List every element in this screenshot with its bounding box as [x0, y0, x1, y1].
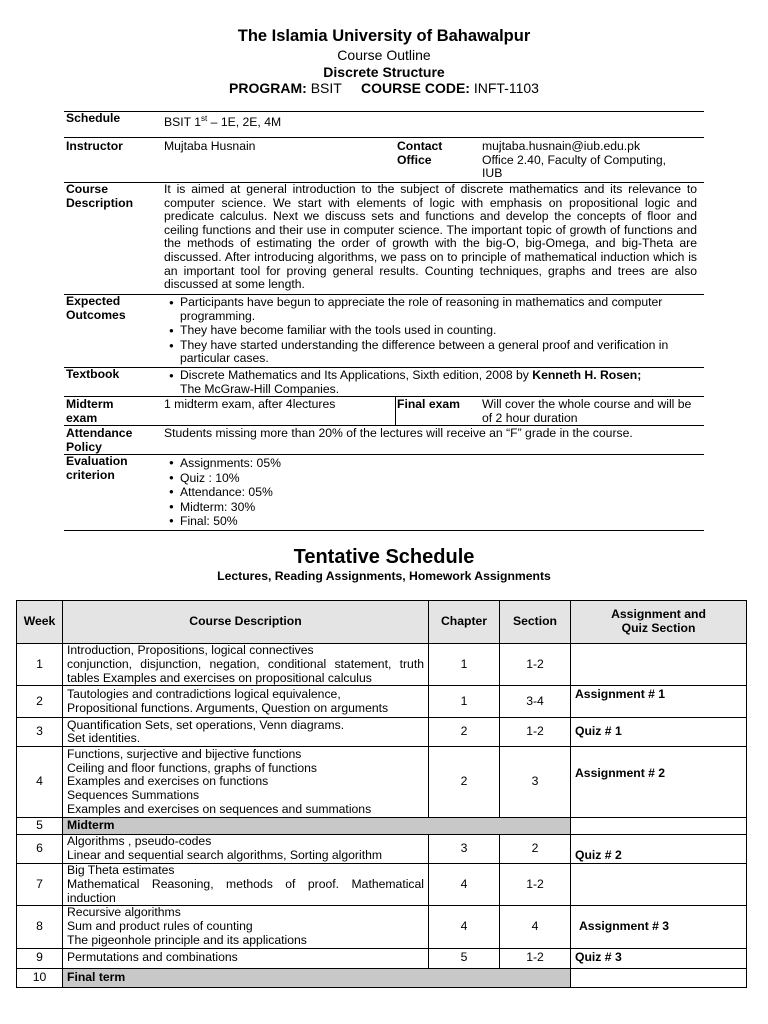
list-item: ● Attendance: 05%	[164, 485, 464, 500]
week-cell: 9	[17, 948, 63, 968]
contact-label: Contact Office	[397, 139, 443, 167]
outcomes-label: Expected Outcomes	[66, 294, 126, 322]
assignment-cell: Quiz # 1	[571, 718, 747, 747]
section-cell: 2	[500, 835, 571, 864]
course-code-label: COURSE CODE:	[361, 80, 470, 96]
assignment-cell: Assignment # 3	[571, 906, 747, 948]
assignment-cell	[571, 968, 747, 987]
assignment-cell	[571, 644, 747, 686]
textbook-list	[164, 369, 697, 396]
outcomes-list	[164, 296, 697, 366]
table-header	[17, 601, 747, 644]
section-cell: 1-2	[500, 863, 571, 905]
description-cell: Tautologies and contradictions logical equivalence, Propositional functions. Arguments, Question on arguments	[63, 686, 429, 718]
description-cell: Recursive algorithms Sum and product rules of counting The pigeonhole principle and its applications	[63, 906, 429, 948]
description-cell: Quantification Sets, set operations, Venn diagrams. Set identities.	[63, 718, 429, 747]
schedule-value: BSIT 1st – 1E, 2E, 4M	[164, 114, 282, 130]
list-item: ● They have become familiar with the tools used in counting.	[164, 324, 697, 338]
week-cell: 8	[17, 906, 63, 948]
program-label: PROGRAM:	[229, 80, 307, 96]
evaluation-label: Evaluation criterion	[66, 454, 128, 482]
description-cell: Algorithms , pseudo-codes Linear and sequential search algorithms, Sorting algorithm	[63, 835, 429, 864]
week-cell: 10	[17, 968, 63, 987]
week-cell: 5	[17, 818, 63, 835]
assignment-cell	[571, 863, 747, 905]
column-header: Section	[500, 601, 571, 644]
contact-value: mujtaba.husnain@iub.edu.pk Office 2.40, Faculty of Computing, IUB	[482, 140, 702, 181]
section-cell: 1-2	[500, 644, 571, 686]
week-cell: 3	[17, 718, 63, 747]
table-row	[17, 968, 747, 987]
column-header: Chapter	[429, 601, 500, 644]
divider	[64, 530, 704, 531]
instructor-value: Mujtaba Husnain	[164, 139, 256, 153]
list-item: ● They have started understanding the difference between a general proof and verification in particular cases.	[164, 339, 697, 366]
description-cell: Introduction, Propositions, logical connectives conjunction, disjunction, negation, conditional statement, truth tables Examples and exercises on propositional calculus	[63, 644, 429, 686]
divider	[64, 454, 704, 455]
description-label: Course Description	[66, 182, 134, 210]
list-item: ● Discrete Mathematics and Its Applications, Sixth edition, 2008 by Kenneth H. Rosen; The McGraw-Hill Companies.	[164, 369, 697, 396]
divider	[64, 137, 704, 138]
description-cell: Big Theta estimates Mathematical Reasoning, methods of proof. Mathematical induction	[63, 863, 429, 905]
divider	[395, 396, 396, 425]
table-row	[17, 906, 747, 948]
table-row	[17, 948, 747, 968]
program-line	[0, 80, 768, 96]
list-item: ● Assignments: 05%	[164, 456, 464, 471]
textbook-label: Textbook	[66, 367, 120, 381]
table-row	[17, 718, 747, 747]
week-cell: 6	[17, 835, 63, 864]
chapter-cell: 5	[429, 948, 500, 968]
document-type: Course Outline	[337, 47, 431, 63]
attendance-value: Students missing more than 20% of the lectures will receive an “F” grade in the course.	[164, 426, 633, 440]
program-value: BSIT	[310, 80, 342, 96]
column-header: Week	[17, 601, 63, 644]
description-text: It is aimed at general introduction to the subject of discrete mathematics and its relevance to computer science. We start with elements of logic with emphasis on propositional logic and predicate calculus. Next we discuss sets and functions and develop the concepts of floor and ceiling functions and their use in computer science. The important topic of growth of functions and the methods of estimating the order of growth with the big-O, big-Omega, and big-Theta are discussed. After introducing algorithms, we pass on to principle of mathematical induction which is an important tool for proving general results. Counting techniques, graphs and trees are also discussed at some length.	[164, 182, 697, 292]
email-link[interactable]: mujtaba.husnain@iub.edu.pk	[482, 139, 641, 153]
section-cell: 4	[500, 906, 571, 948]
column-header: Course Description	[63, 601, 429, 644]
schedule-table	[16, 600, 747, 988]
university-title: The Islamia University of Bahawalpur	[237, 27, 531, 45]
final-exam-label: Final exam	[397, 397, 460, 411]
assignment-cell	[571, 818, 747, 835]
table-row	[17, 835, 747, 864]
chapter-cell: 4	[429, 863, 500, 905]
schedule-title: Tentative Schedule	[293, 546, 475, 568]
final-exam-value: Will cover the whole course and will be of 2 hour duration	[482, 397, 692, 425]
course-title: Discrete Structure	[323, 64, 445, 80]
week-cell: 1	[17, 644, 63, 686]
chapter-cell: 2	[429, 747, 500, 818]
assignment-cell: Quiz # 3	[571, 948, 747, 968]
list-item: ● Quiz : 10%	[164, 471, 464, 486]
chapter-cell: 1	[429, 686, 500, 718]
schedule-subtitle: Lectures, Reading Assignments, Homework Assignments	[217, 569, 551, 583]
list-item: ● Midterm: 30%	[164, 500, 464, 515]
midterm-value: 1 midterm exam, after 4lectures	[164, 397, 336, 411]
table-row	[17, 863, 747, 905]
chapter-cell: 4	[429, 906, 500, 948]
week-cell: 4	[17, 747, 63, 818]
section-cell: 1-2	[500, 948, 571, 968]
chapter-cell: 3	[429, 835, 500, 864]
chapter-cell: 2	[429, 718, 500, 747]
week-cell: 2	[17, 686, 63, 718]
description-cell: Permutations and combinations	[63, 948, 429, 968]
table-row	[17, 747, 747, 818]
table-row	[17, 818, 747, 835]
midterm-label: Midterm exam	[66, 397, 114, 425]
evaluation-list	[164, 456, 464, 529]
instructor-label: Instructor	[66, 139, 123, 153]
divider	[64, 111, 704, 112]
description-cell: Final term	[63, 968, 571, 987]
chapter-cell: 1	[429, 644, 500, 686]
list-item: ● Final: 50%	[164, 514, 464, 529]
schedule-label: Schedule	[66, 111, 121, 125]
section-cell: 3-4	[500, 686, 571, 718]
list-item: ● Participants have begun to appreciate the role of reasoning in mathematics and computer programming.	[164, 296, 697, 323]
description-cell: Functions, surjective and bijective functions Ceiling and floor functions, graphs of functions Examples and exercises on functions Sequences Summations Examples and exercises on sequences and summations	[63, 747, 429, 818]
attendance-label: Attendance Policy	[66, 426, 133, 454]
assignment-cell: Assignment # 2	[571, 747, 747, 818]
column-header: Assignment and Quiz Section	[571, 601, 747, 644]
table-row	[17, 686, 747, 718]
assignment-cell: Quiz # 2	[571, 835, 747, 864]
table-row	[17, 644, 747, 686]
assignment-cell: Assignment # 1	[571, 686, 747, 718]
course-outline-table	[64, 111, 704, 531]
section-cell: 3	[500, 747, 571, 818]
description-cell: Midterm	[63, 818, 571, 835]
section-cell: 1-2	[500, 718, 571, 747]
week-cell: 7	[17, 863, 63, 905]
course-code-value: INFT-1103	[473, 80, 539, 96]
